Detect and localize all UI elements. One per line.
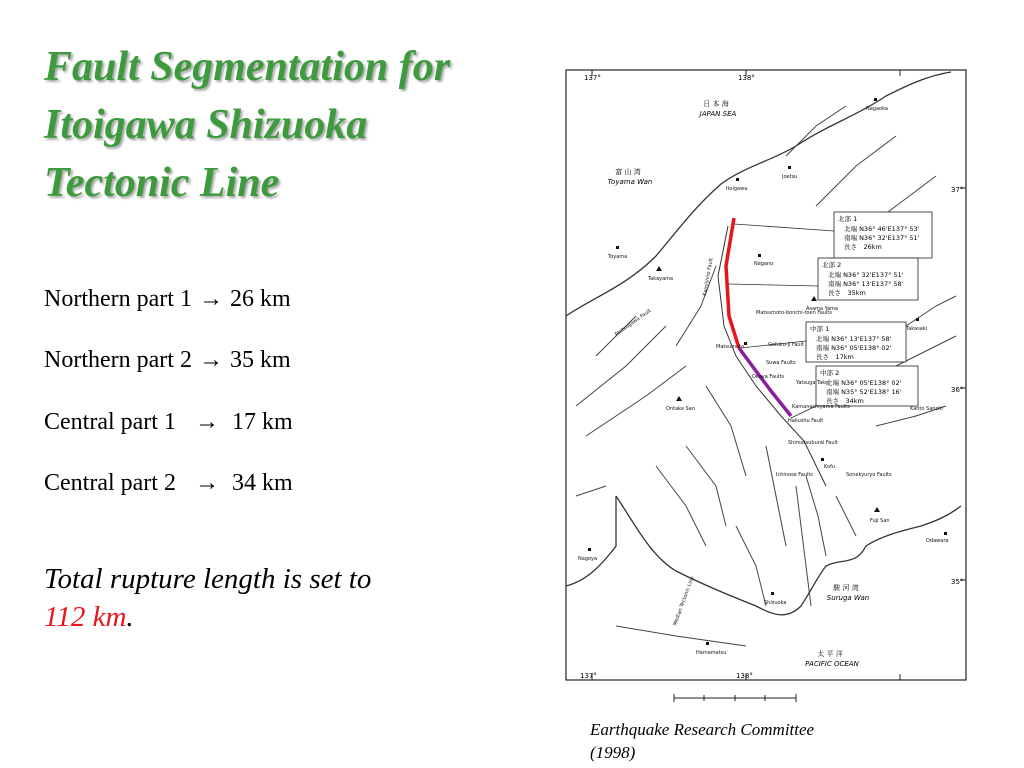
slide-title — [44, 38, 544, 212]
toyama-en-label: Toyama Wan — [607, 178, 653, 186]
svg-text:Takayama: Takayama — [648, 276, 674, 282]
caption-line-2: (1998) — [590, 743, 636, 762]
svg-text:Kamanashiyama Faults: Kamanashiyama Faults — [792, 404, 850, 410]
segment-box-central-1 — [806, 322, 906, 362]
svg-text:北部 1: 北部 1 — [838, 215, 858, 223]
svg-text:南端 N36° 13'E137° 58': 南端 N36° 13'E137° 58' — [828, 280, 904, 288]
arrow-right-icon: → — [198, 347, 223, 373]
segment-box-northern-1 — [834, 212, 932, 258]
suruga-en-label: Suruga Wan — [826, 594, 870, 602]
svg-text:Takasaki: Takasaki — [906, 326, 928, 332]
arrow-right-icon: → — [194, 409, 219, 435]
svg-text:長さ 34km: 長さ 34km — [826, 397, 864, 405]
svg-text:Ontake San: Ontake San — [666, 406, 695, 412]
svg-text:Nagoya: Nagoya — [578, 556, 598, 562]
svg-text:長さ 35km: 長さ 35km — [828, 289, 866, 297]
svg-text:Itoigawa: Itoigawa — [726, 186, 748, 192]
svg-text:Hakushu Fault: Hakushu Fault — [788, 418, 824, 424]
title-line-2: Itoigawa Shizuoka — [44, 102, 368, 148]
svg-text:Shimotsuburai Fault: Shimotsuburai Fault — [788, 440, 838, 446]
segment-central-2 — [44, 470, 293, 497]
japan-sea-en-label: JAPAN SEA — [699, 110, 737, 118]
svg-text:Odawara: Odawara — [926, 538, 949, 544]
svg-text:Matsumoto: Matsumoto — [716, 344, 745, 350]
svg-text:長さ 26km: 長さ 26km — [844, 243, 882, 251]
segment-label: Northern part 1 — [44, 286, 192, 312]
lat-label: 37° — [951, 186, 964, 194]
toyama-jp-label: 富 山 湾 — [615, 168, 641, 176]
segment-box-central-2 — [816, 366, 918, 406]
arrow-right-icon: → — [194, 470, 219, 496]
svg-text:Asama Yama: Asama Yama — [806, 306, 838, 312]
svg-text:長さ 17km: 長さ 17km — [816, 353, 854, 361]
suruga-jp-label: 駿 河 湾 — [833, 584, 859, 592]
segment-central-1 — [44, 409, 293, 436]
title-line-1: Fault Segmentation for — [44, 44, 451, 90]
title-line-3: Tectonic Line — [44, 160, 280, 206]
segment-label: Central part 1 — [44, 409, 176, 435]
total-rupture-summary: Total rupture length is set to 112 km. — [44, 563, 372, 633]
svg-text:中部 2: 中部 2 — [820, 369, 840, 377]
fault-map — [556, 66, 973, 706]
svg-text:Yatsuga Take: Yatsuga Take — [796, 380, 829, 386]
svg-text:中部 1: 中部 1 — [810, 325, 830, 333]
segment-value: 35 km — [229, 347, 291, 373]
segment-value: 34 km — [231, 470, 293, 496]
svg-text:Nagaoka: Nagaoka — [866, 106, 888, 112]
japan-sea-jp-label: 日 本 海 — [703, 100, 729, 108]
svg-text:Sonekyuryo Faults: Sonekyuryo Faults — [846, 472, 892, 478]
svg-text:Nagano: Nagano — [754, 261, 774, 267]
scale-bar — [674, 694, 796, 702]
svg-text:北端 N36° 32'E137° 51': 北端 N36° 32'E137° 51' — [828, 271, 904, 279]
svg-text:北端 N36° 46'E137° 53': 北端 N36° 46'E137° 53' — [844, 225, 920, 233]
segment-box-northern-2 — [818, 258, 918, 300]
svg-text:北端 N36° 13'E137° 58': 北端 N36° 13'E137° 58' — [816, 335, 892, 343]
lon-label: 138° — [736, 672, 753, 680]
svg-text:南端 N36° 32'E137° 51': 南端 N36° 32'E137° 51' — [844, 234, 920, 242]
svg-text:Kanto Sanchi: Kanto Sanchi — [910, 406, 943, 412]
svg-text:南端 N35° 52'E138° 16': 南端 N35° 52'E138° 16' — [826, 388, 902, 396]
svg-text:Shizuoka: Shizuoka — [764, 600, 787, 606]
svg-text:Hamamatsu: Hamamatsu — [696, 650, 727, 656]
arrow-right-icon: → — [198, 286, 223, 312]
segment-value: 26 km — [229, 286, 291, 312]
svg-text:Matsumoto-bonchi-toen Faults: Matsumoto-bonchi-toen Faults — [756, 310, 832, 316]
lon-label: 138° — [738, 74, 755, 82]
fault-map-figure — [556, 66, 973, 706]
lon-label: 137° — [580, 672, 597, 680]
svg-text:北端 N36° 05'E138° 02': 北端 N36° 05'E138° 02' — [826, 379, 902, 387]
segment-value: 17 km — [231, 409, 293, 435]
svg-text:Gofuku-ji Fault: Gofuku-ji Fault — [768, 342, 804, 348]
lon-label: 137° — [584, 74, 601, 82]
lat-label: 36° — [951, 386, 964, 394]
svg-text:Okaya Faults: Okaya Faults — [752, 374, 785, 380]
summary-value: 112 km — [44, 601, 127, 633]
svg-text:Fuji San: Fuji San — [870, 518, 890, 524]
svg-text:Kofu: Kofu — [824, 464, 836, 470]
svg-text:Joetsu: Joetsu — [782, 174, 798, 180]
caption-line-1: Earthquake Research Committee — [590, 720, 815, 739]
svg-text:Ichinose Faults: Ichinose Faults — [776, 472, 813, 478]
summary-text: Total rupture length is set to — [44, 563, 372, 595]
lat-label: 35° — [951, 578, 964, 586]
pacific-en-label: PACIFIC OCEAN — [805, 660, 859, 668]
pacific-jp-label: 太 平 洋 — [817, 650, 843, 658]
svg-text:Kamishiro Fault: Kamishiro Fault — [702, 257, 715, 297]
svg-text:南端 N36° 05'E138° 02': 南端 N36° 05'E138° 02' — [816, 344, 892, 352]
svg-text:Atotsugawa Fault: Atotsugawa Fault — [613, 308, 653, 338]
figure-caption — [590, 718, 814, 764]
segment-northern-2 — [44, 347, 291, 374]
segment-label: Central part 2 — [44, 470, 176, 496]
segment-northern-1 — [44, 286, 291, 313]
svg-text:Suwa Faults: Suwa Faults — [766, 360, 796, 366]
svg-text:Median Tectonic Line: Median Tectonic Line — [672, 575, 696, 627]
svg-text:北部 2: 北部 2 — [822, 261, 842, 269]
svg-text:Toyama: Toyama — [608, 254, 628, 260]
segment-label: Northern part 2 — [44, 347, 192, 373]
